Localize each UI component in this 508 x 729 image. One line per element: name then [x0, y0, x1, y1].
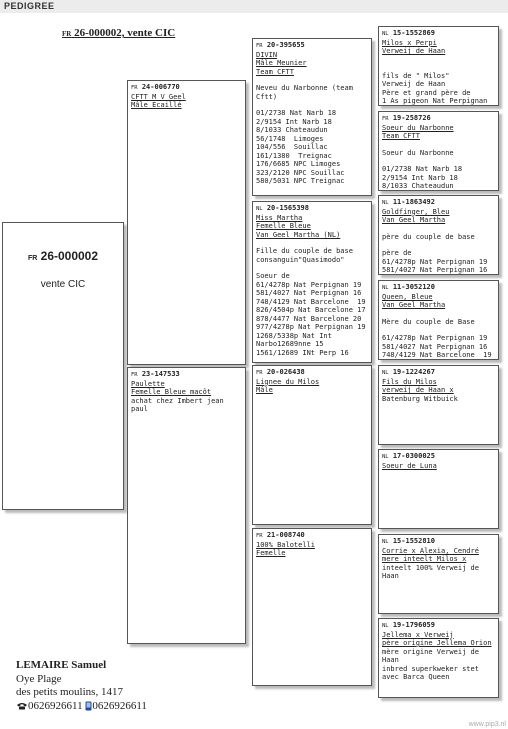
pigeon-info-line: Van Geel Martha — [382, 301, 446, 309]
pigeon-info-line: CFTT M V Geel — [131, 92, 186, 101]
pigeon-info-line: Milos x Perpi — [382, 38, 437, 47]
pigeon-ring-line — [382, 368, 495, 378]
pigeon-info-line: Soeur du Narbonne — [382, 123, 454, 132]
pigeon-info-line — [382, 225, 495, 233]
pigeon-info-line: avec Barca Queen — [382, 673, 450, 681]
pigeon-info-line: inteelt 100% Verweij de — [382, 563, 479, 572]
country-code: NL — [382, 454, 389, 460]
dam-dam-sire-box[interactable] — [378, 534, 499, 614]
pigeon-info-line — [256, 239, 368, 247]
pigeon-ring-line — [256, 368, 368, 378]
pigeon-info-line — [382, 326, 495, 334]
pigeon-info-line — [382, 141, 495, 149]
pigeon-info-line: Femelle Bleue — [256, 222, 311, 230]
pigeon-info-line: père de — [382, 249, 412, 257]
pigeon-info-line: Soeur de — [256, 272, 290, 280]
dam-box[interactable] — [127, 367, 246, 644]
pigeon-info-line: consanguin"Quasimodo" — [256, 255, 345, 264]
pigeon-info-line: Miss Martha — [256, 213, 303, 222]
country-code: NL — [382, 200, 389, 206]
pigeon-info-line: Lignee du Milos — [256, 377, 320, 386]
pigeon-info-line — [382, 64, 495, 72]
pigeon-info-line: 1561/12689 INt Perp 16 — [256, 348, 349, 357]
owner-name: LEMAIRE Samuel — [16, 659, 107, 671]
pigeon-info-line — [382, 241, 495, 249]
pigeon-info-line: 748/4129 Nat Barcelone 19 — [256, 297, 366, 306]
pigeon-info-line: 01/2738 Nat Narb 18 — [382, 165, 463, 173]
subject-ring-line — [6, 242, 120, 264]
pigeon-info-line: Fille du couple de base — [256, 247, 353, 255]
phone-number[interactable]: 0626926611 — [28, 699, 83, 712]
pigeon-info-line: Mâle Écaillé — [131, 101, 182, 109]
pigeon-info-line: Van Geel Martha (NL) — [256, 230, 341, 239]
pigeon-info-line: Van Geel Martha — [382, 216, 446, 224]
pigeon-ring-line — [256, 41, 368, 51]
ring-number: 15-1552810 — [392, 537, 435, 545]
pigeon-info-line: 1268/5338p Nat Int — [256, 331, 332, 340]
sire-dam-dam-box[interactable] — [378, 280, 499, 360]
sire-dam-box[interactable] — [252, 201, 372, 363]
pigeon-ring-line — [382, 452, 495, 462]
pigeon-info-line: Fils du Milos — [382, 377, 437, 386]
pigeon-info-line: Verweij de Haan — [382, 80, 446, 88]
pigeon-info-line: Goldfinger, Bleu — [382, 207, 450, 216]
pigeon-info-line: Mère du couple de Base — [382, 317, 475, 326]
pigeon-ring-line — [256, 531, 368, 541]
sire-box[interactable] — [127, 80, 246, 365]
pigeon-info-line: Verweij de Haan — [382, 47, 446, 55]
pigeon-info-line: 2/9154 Int Narb 18 — [382, 173, 458, 182]
pigeon-info-line: 748/4129 Nat Barcelone 19 — [382, 351, 492, 359]
pigeon-info-line: 581/4027 Nat Perpignan 16 — [382, 342, 488, 351]
ring-number: 23-147533 — [141, 370, 180, 378]
pigeon-info-line: 581/4027 Nat Perpignan 16 — [382, 266, 488, 274]
footer-link[interactable]: www.pip3.nl — [468, 721, 506, 728]
owner-street: des petits moulins, 1417 — [16, 686, 123, 698]
pigeon-info-line: mere inteelt Milos x — [382, 555, 467, 563]
pigeon-info-line — [382, 310, 495, 318]
pigeon-info-line: 61/4278p Nat Perpignan 19 — [382, 334, 488, 342]
sire-dam-sire-box[interactable] — [378, 195, 499, 275]
pigeon-info-line — [382, 56, 495, 64]
pedigree-title — [62, 27, 175, 39]
pigeon-info-line: Mâle — [256, 386, 273, 394]
country-code: NL — [382, 539, 389, 545]
owner-block — [16, 659, 147, 713]
pigeon-info-line: 8/1033 Chateaudun — [256, 126, 328, 134]
pigeon-info-line: verweij de Haan x — [382, 386, 454, 394]
pigeon-info-line: Soeur du Narbonne — [382, 148, 454, 157]
page-header — [0, 0, 508, 13]
title-country: FR — [62, 30, 72, 38]
subject-box[interactable] — [2, 222, 124, 510]
sire-sire-dam-box[interactable] — [378, 111, 499, 191]
pigeon-ring-line — [256, 204, 368, 214]
pigeon-info-line: paul — [131, 405, 148, 413]
pigeon-info-line: Paulette — [131, 379, 165, 388]
pigeon-info-line: Cftt) — [256, 92, 278, 101]
pigeon-info-line: père origine Jellema Orion — [382, 639, 492, 647]
sire-sire-sire-box[interactable] — [378, 26, 499, 106]
pigeon-info-line: Femelle Bleue macôt — [131, 388, 212, 396]
pigeon-info-line: Queen, Bleue — [382, 292, 433, 301]
country-code: FR — [27, 255, 38, 262]
pigeon-ring-line — [382, 29, 495, 39]
pigeon-info-line: Femelle — [256, 549, 286, 557]
pigeon-info-line: Haan — [382, 656, 399, 664]
pigeon-info-line — [256, 101, 368, 109]
pigeon-info-line: 878/4477 Nat Barcelone 20 — [256, 314, 362, 323]
ring-number: 15-1552869 — [392, 29, 435, 37]
telephone-icon — [16, 702, 28, 710]
dam-sire-dam-box[interactable] — [378, 449, 499, 529]
pigeon-info-line — [256, 264, 368, 272]
pigeon-info-line: 161/1380 Treignac — [256, 151, 332, 160]
pigeon-info-line: 61/4278p Nat Perpignan 19 — [256, 280, 362, 289]
pigeon-info-line: 977/4278p Nat Perpignan 19 — [256, 323, 366, 331]
pigeon-info-line: Neveu du Narbonne (team — [256, 84, 353, 92]
ring-number: 11-1863492 — [392, 198, 435, 206]
pigeon-info-line: Mâle Meunier — [256, 59, 307, 67]
pigeon-info-line: mère origine Verweij de — [382, 647, 479, 656]
pigeon-info-line: achat chez Imbert jean — [131, 396, 224, 405]
pigeon-info-line: inbred superkweker stet — [382, 664, 479, 673]
pigeon-ring-line — [131, 370, 242, 380]
ring-number: 19-1224267 — [392, 368, 435, 376]
country-code: FR — [256, 533, 263, 539]
pigeon-info-line: 100% Balotelli — [256, 540, 316, 549]
ring-number: 20-026438 — [266, 368, 305, 376]
pigeon-info-line: 61/4278p Nat Perpignan 19 — [382, 257, 488, 266]
pigeon-info-line: Team CFTT — [256, 67, 294, 76]
pigeon-info-line: 2/9154 Int Narb 18 — [256, 117, 332, 126]
title-text: 26-000002, vente CIC — [74, 27, 176, 39]
pigeon-info-line: Soeur de Luna — [382, 461, 437, 470]
pigeon-info-line: 01/2738 Nat Narb 18 — [256, 109, 337, 117]
pigeon-info-line: 323/2120 NPC Souillac — [256, 168, 345, 177]
pigeon-info-line: DIVIN — [256, 50, 278, 59]
country-code: NL — [382, 370, 389, 376]
country-code: NL — [382, 285, 389, 291]
pigeon-info-line: Narbo12689nne 15 — [256, 340, 324, 348]
pigeon-ring-line — [382, 621, 495, 631]
pigeon-info-line: 56/1748 Limoges — [256, 134, 324, 143]
subject-name: vente CIC — [40, 278, 86, 290]
country-code: NL — [382, 31, 389, 37]
pigeon-ring-line — [382, 198, 495, 208]
pigeon-info-line: Corrie x Alexia, Cendré — [382, 546, 479, 555]
ring-number: 17-0300025 — [392, 452, 435, 460]
ring-number: 21-008740 — [266, 531, 305, 539]
pigeon-info-line: 581/4027 Nat Perpignan 16 — [256, 289, 362, 297]
pigeon-info-line: 1 As pigeon Nat Perpignan — [382, 97, 488, 105]
dam-dam-box[interactable] — [252, 528, 372, 686]
ring-number: 20-395655 — [266, 41, 305, 49]
sire-sire-box[interactable] — [252, 38, 372, 196]
ring-number: 24-006770 — [141, 83, 180, 91]
pigeon-ring-line — [382, 114, 495, 124]
ring-number: 20-1565398 — [266, 204, 309, 212]
ring-number: 26-000002 — [40, 249, 99, 263]
pigeon-info-line: Jellema x Verweij — [382, 630, 454, 639]
ring-number: 11-3052120 — [392, 283, 435, 291]
dam-sire-sire-box[interactable] — [378, 365, 499, 445]
dam-dam-dam-box[interactable] — [378, 618, 499, 698]
ring-number: 19-258726 — [392, 114, 431, 122]
country-code: FR — [131, 372, 138, 378]
pigeon-ring-line — [382, 283, 495, 293]
pigeon-info-line: Team CFTT — [382, 132, 420, 140]
pigeon-info-line: père du couple de base — [382, 232, 475, 241]
owner-city: Oye Plage — [16, 672, 62, 685]
mobile-number[interactable]: 0626926611 — [92, 699, 147, 712]
pigeon-info-line: 8/1033 Chateaudun — [382, 182, 454, 190]
country-code: FR — [131, 85, 138, 91]
pigeon-info-line: 826/4504p Nat Barcelone 17 — [256, 306, 366, 314]
pigeon-ring-line — [382, 537, 495, 547]
country-code: FR — [382, 116, 389, 122]
pigeon-info-line: fils de " Milos" — [382, 71, 450, 80]
pigeon-ring-line — [131, 83, 242, 93]
pigeon-info-line — [382, 157, 495, 165]
pigeon-info-line: 104/556 Souillac — [256, 143, 328, 151]
pigeon-info-line — [256, 76, 368, 84]
pigeon-info-line: Batenburg Witbuick — [382, 394, 458, 403]
pigeon-info-line: 580/5031 NPC Treignac — [256, 177, 345, 185]
country-code: NL — [382, 623, 389, 629]
country-code: FR — [256, 43, 263, 49]
dam-sire-box[interactable] — [252, 365, 372, 525]
header-label: PEDIGREE — [4, 1, 55, 11]
owner-phones — [16, 700, 147, 714]
pigeon-info-line: 176/6685 NPC Limoges — [256, 160, 341, 168]
pigeon-info-line: Père et grand père de — [382, 88, 471, 97]
pigeon-info-line: Haan — [382, 572, 399, 580]
country-code: FR — [256, 370, 263, 376]
ring-number: 19-1796059 — [392, 621, 435, 629]
country-code: NL — [256, 206, 263, 212]
